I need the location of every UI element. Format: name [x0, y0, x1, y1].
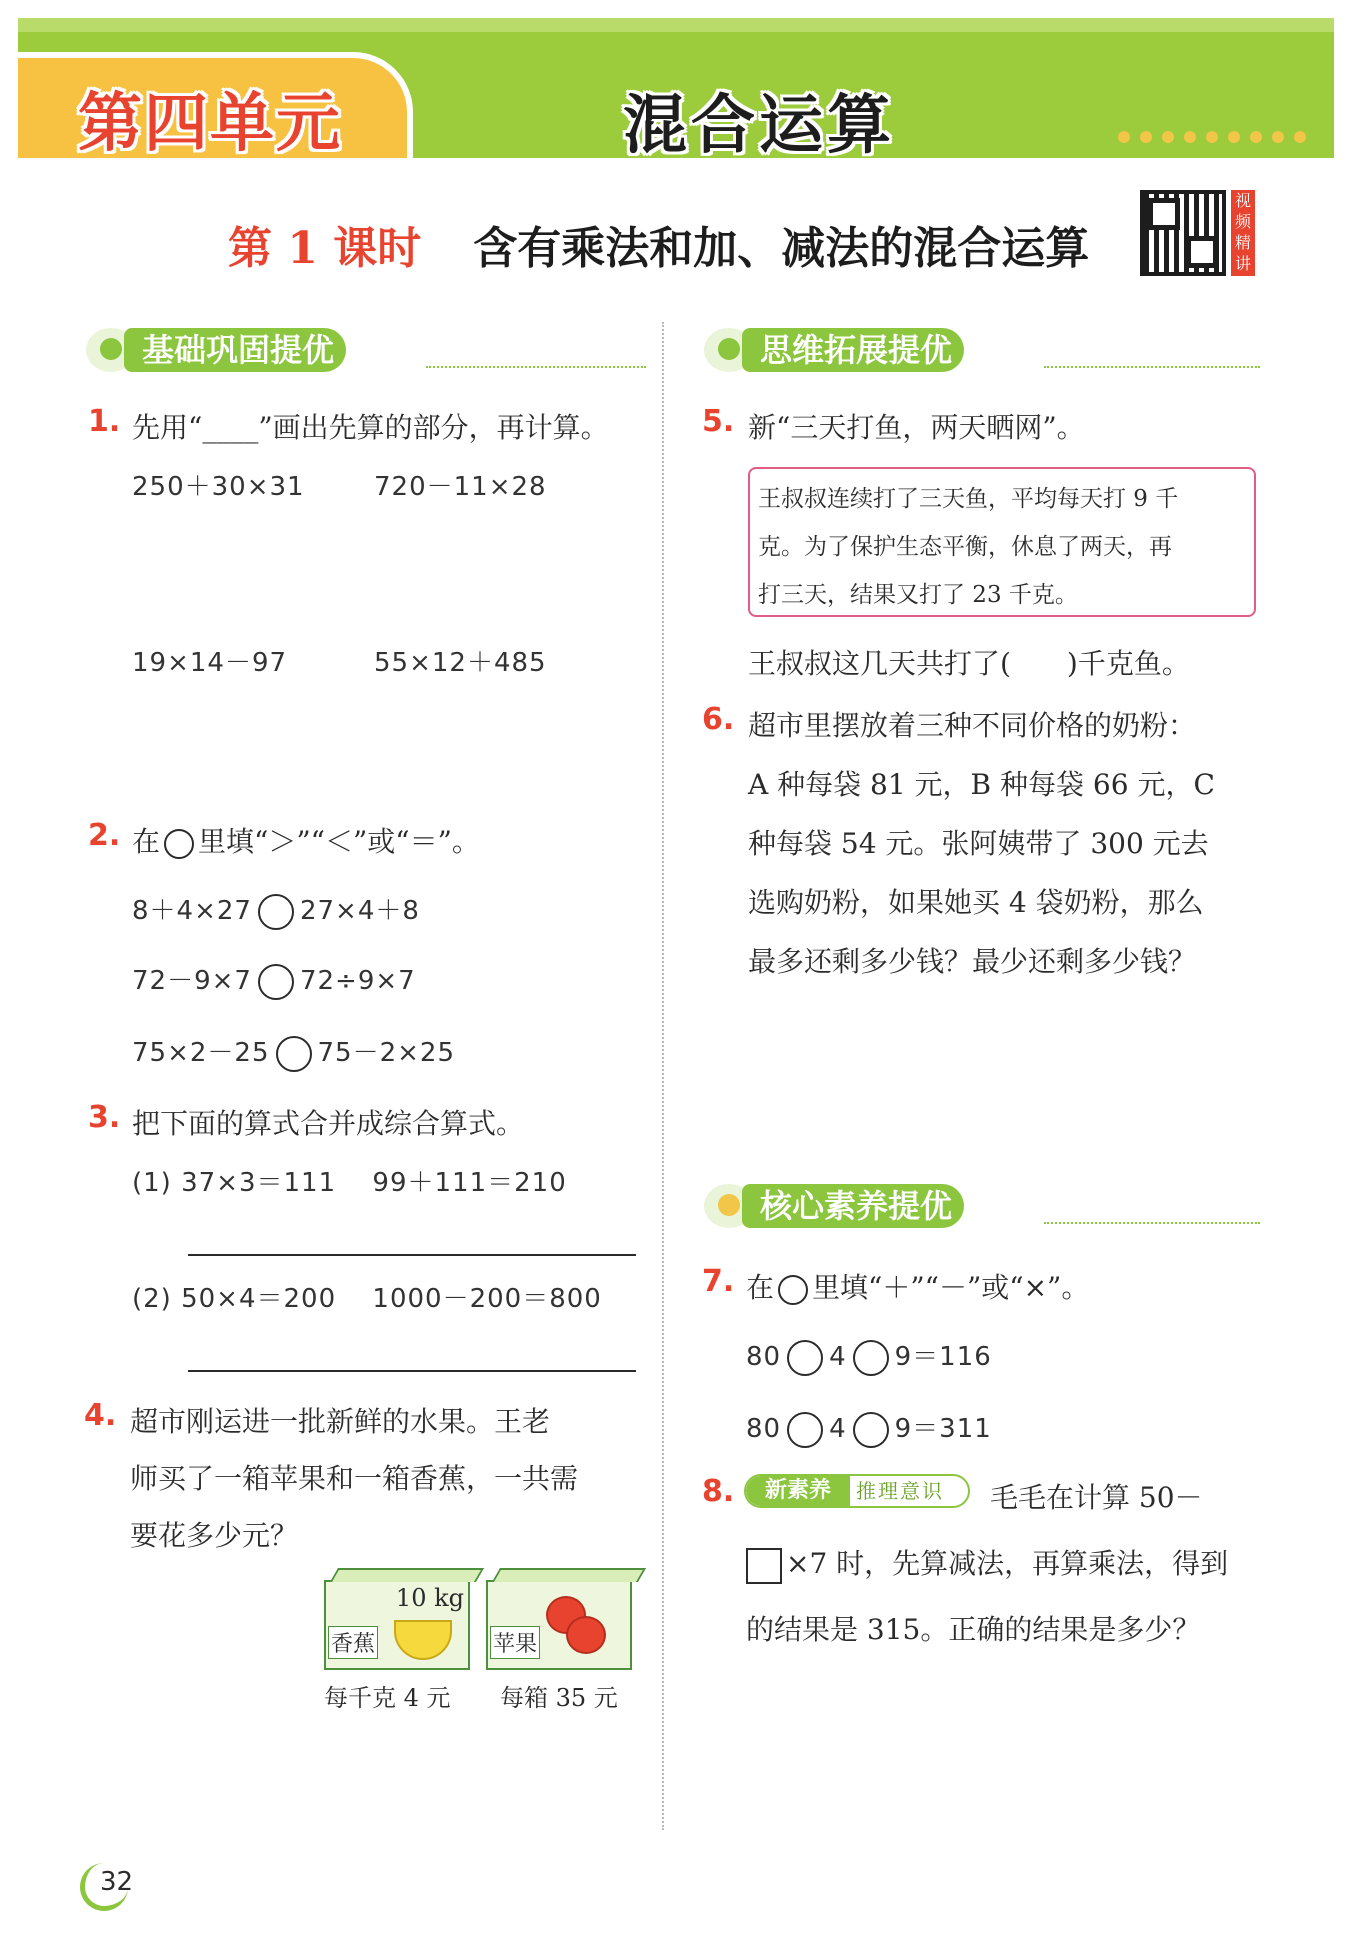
badge-main: 新素养 — [746, 1476, 850, 1506]
answer-circle[interactable] — [853, 1340, 889, 1376]
apple-price: 每箱 35 元 — [500, 1684, 618, 1712]
banana-price: 每千克 4 元 — [324, 1684, 451, 1712]
section-basic-label: 基础巩固提优 — [124, 328, 346, 372]
page-number-text: 32 — [100, 1867, 134, 1897]
q8-line-1: 毛毛在计算 50－ — [990, 1481, 1203, 1514]
banana-label: 香蕉 — [328, 1626, 378, 1659]
q1-number: 1. — [88, 404, 121, 439]
q1-text: 先用“____”画出先算的部分，再计算。 — [132, 411, 609, 444]
q7-row-1: 80 4 9＝116 — [746, 1336, 992, 1376]
q5-question: 王叔叔这几天共打了( )千克鱼。 — [748, 647, 1190, 680]
answer-circle[interactable] — [258, 964, 294, 1000]
apple-label: 苹果 — [490, 1626, 540, 1659]
new-literacy-badge — [744, 1474, 970, 1508]
q5-story-line-1: 王叔叔连续打了三天鱼，平均每天打 9 千 — [758, 486, 1179, 512]
circle-icon — [164, 829, 194, 859]
q6-number: 6. — [702, 702, 735, 737]
q3-item-2: (2) 50×4＝200 1000－200＝800 — [132, 1284, 602, 1314]
lesson-name: 含有乘法和加、减法的混合运算 — [473, 223, 1090, 274]
q6-line-5: 最多还剩多少钱？最少还剩多少钱？ — [748, 945, 1197, 978]
unit-banner — [18, 18, 1334, 158]
q8-line-3: 的结果是 315。正确的结果是多少？ — [746, 1613, 1201, 1646]
q3-item-1: (1) 37×3＝111 99＋111＝210 — [132, 1168, 567, 1198]
q5-story-line-2: 克。为了保护生态平衡，休息了两天，再 — [758, 534, 1172, 560]
q1-expr-4: 55×12＋485 — [374, 648, 547, 678]
q6-line-3: 种每袋 54 元。张阿姨带了 300 元去 — [748, 827, 1209, 860]
q5-text: 新“三天打鱼，两天晒网”。 — [748, 411, 1085, 444]
q2-row-3: 75×2－25 75－2×25 — [132, 1032, 455, 1072]
section-basic — [86, 326, 646, 374]
q5-number: 5. — [702, 404, 735, 439]
q1-expr-1: 250＋30×31 — [132, 472, 305, 502]
answer-circle[interactable] — [787, 1412, 823, 1448]
decorative-dots — [1118, 131, 1306, 143]
q2-text: 在 里填“＞”“＜”或“＝”。 — [132, 825, 480, 858]
q3-text: 把下面的算式合并成综合算式。 — [132, 1107, 525, 1140]
answer-circle[interactable] — [258, 894, 294, 930]
column-divider — [662, 322, 664, 1830]
banner-stripe — [18, 18, 1334, 32]
unit-label: 第四单元 — [78, 87, 342, 158]
banana-weight: 10 kg — [395, 1584, 464, 1612]
answer-box[interactable] — [746, 1548, 782, 1584]
q4-line-3: 要花多少元？ — [130, 1519, 299, 1552]
banana-box — [324, 1580, 470, 1670]
q4-line-1: 超市刚运进一批新鲜的水果。王老 — [130, 1405, 551, 1438]
q2-row-1: 8＋4×27 27×4＋8 — [132, 890, 420, 930]
q5-story-box — [748, 467, 1256, 617]
badge-sub: 推理意识 — [856, 1479, 944, 1503]
q6-line-4: 选购奶粉，如果她买 4 袋奶粉，那么 — [748, 886, 1204, 919]
chapter-title: 混合运算 — [623, 89, 895, 158]
circle-icon — [778, 1275, 808, 1305]
q5-story-line-3: 打三天，结果又打了 23 千克。 — [758, 582, 1078, 608]
q3-answer-line-1[interactable] — [188, 1254, 636, 1256]
q2-number: 2. — [88, 818, 121, 853]
section-thinking — [704, 326, 1260, 374]
page-number — [80, 1855, 134, 1909]
q2-row-2: 72－9×7 72÷9×7 — [132, 960, 416, 1000]
answer-circle[interactable] — [787, 1340, 823, 1376]
q3-answer-line-2[interactable] — [188, 1370, 636, 1372]
q4-line-2: 师买了一箱苹果和一箱香蕉，一共需 — [130, 1462, 579, 1495]
q4-number: 4. — [84, 1398, 117, 1433]
lesson-title — [228, 212, 1089, 276]
q7-number: 7. — [702, 1264, 735, 1299]
answer-circle[interactable] — [853, 1412, 889, 1448]
section-thinking-label: 思维拓展提优 — [742, 328, 964, 372]
apple-icon — [566, 1616, 606, 1654]
apple-box — [486, 1580, 632, 1670]
q8-number: 8. — [702, 1474, 735, 1509]
q6-line-1: 超市里摆放着三种不同价格的奶粉： — [748, 709, 1197, 742]
lesson-number: 第 1 课时 — [228, 223, 422, 274]
q6-line-2: A 种每袋 81 元，B 种每袋 66 元，C — [748, 768, 1215, 801]
q7-row-2: 80 4 9＝311 — [746, 1408, 992, 1448]
banana-icon — [394, 1620, 452, 1660]
section-core-label: 核心素养提优 — [742, 1184, 964, 1228]
answer-circle[interactable] — [276, 1036, 312, 1072]
qr-code-icon[interactable] — [1140, 190, 1226, 276]
section-core — [704, 1182, 1260, 1230]
q1-expr-2: 720－11×28 — [374, 472, 547, 502]
q8-line-2: ×7 时，先算减法，再算乘法，得到 — [746, 1542, 1228, 1584]
q1-expr-3: 19×14－97 — [132, 648, 288, 678]
unit-tab — [18, 52, 413, 158]
qr-video-label: 视频精讲 — [1231, 190, 1255, 276]
q7-text: 在 里填“＋”“－”或“×”。 — [746, 1271, 1090, 1304]
q3-number: 3. — [88, 1100, 121, 1135]
